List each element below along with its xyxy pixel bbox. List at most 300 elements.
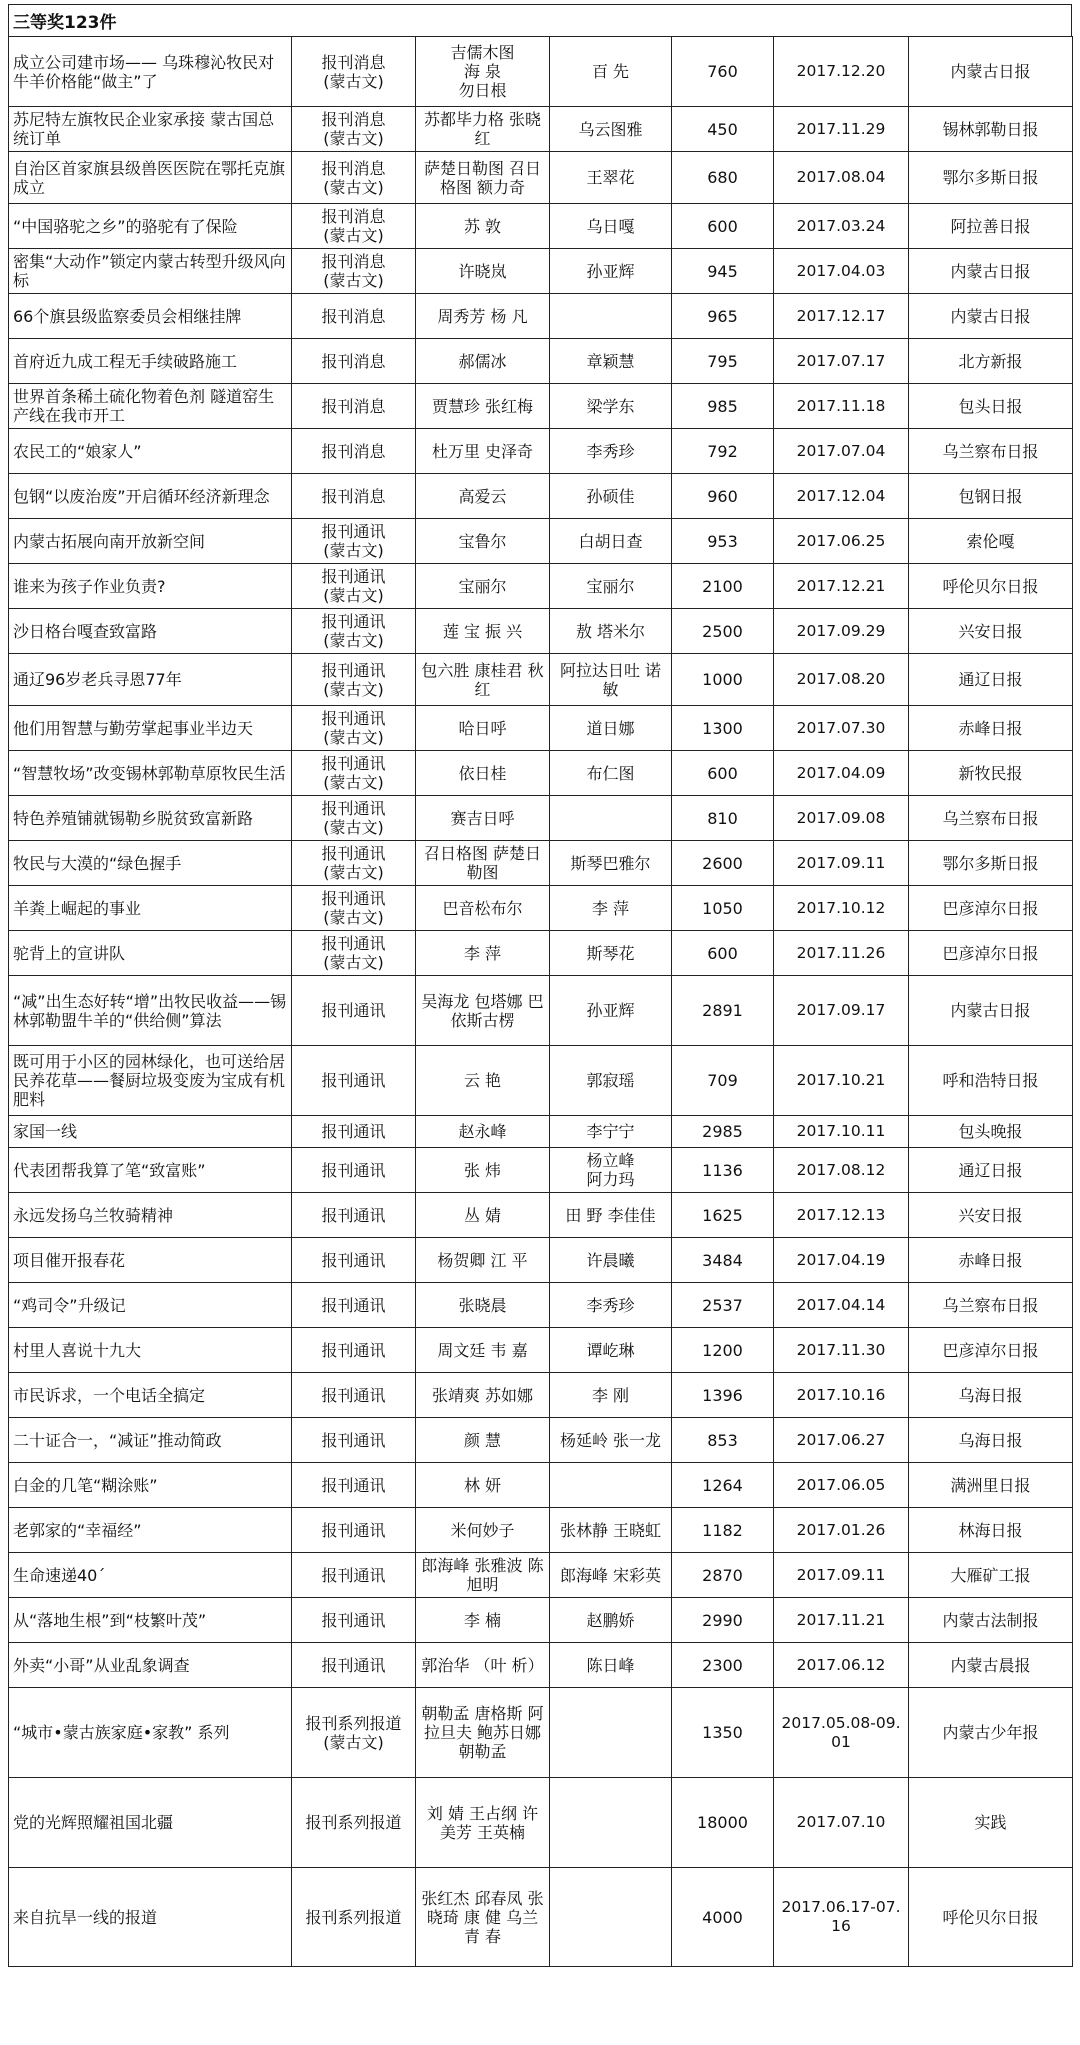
work-title-cell: 通辽96岁老兵寻恩77年 (9, 654, 292, 706)
authors-cell: 刘 婧 王占纲 许美芳 王英楠 (416, 1778, 550, 1868)
editors-cell: 道日娜 (550, 706, 672, 751)
work-title-cell: 既可用于小区的园林绿化，也可送给居民养花草——餐厨垃圾变废为宝成有机肥料 (9, 1046, 292, 1116)
authors-cell: 周秀芳 杨 凡 (416, 294, 550, 339)
editors-cell: 孙亚辉 (550, 249, 672, 294)
awards-sheet (8, 4, 1072, 1967)
publication-cell: 鄂尔多斯日报 (909, 152, 1073, 204)
category-cell: 报刊通讯 (蒙古文) (292, 706, 416, 751)
work-title-cell: 白金的几笔“糊涂账” (9, 1463, 292, 1508)
work-title-cell: 市民诉求，一个电话全搞定 (9, 1373, 292, 1418)
publication-cell: 包头日报 (909, 384, 1073, 429)
table-row (9, 1553, 1073, 1598)
publication-cell: 满洲里日报 (909, 1463, 1073, 1508)
authors-cell: 朝勒孟 唐格斯 阿拉旦夫 鲍苏日娜 朝勒孟 (416, 1688, 550, 1778)
editors-cell: 许晨曦 (550, 1238, 672, 1283)
publication-cell: 内蒙古日报 (909, 249, 1073, 294)
work-title-cell: “城市•蒙古族家庭•家教” 系列 (9, 1688, 292, 1778)
authors-cell: 宝鲁尔 (416, 519, 550, 564)
editors-cell: 敖 塔米尔 (550, 609, 672, 654)
authors-cell: 莲 宝 振 兴 (416, 609, 550, 654)
publish-date-cell: 2017.06.27 (774, 1418, 909, 1463)
publish-date-cell: 2017.06.05 (774, 1463, 909, 1508)
table-row (9, 751, 1073, 796)
publish-date-cell: 2017.11.21 (774, 1598, 909, 1643)
editors-cell: 杨立峰 阿力玛 (550, 1148, 672, 1193)
work-title-cell: 代表团帮我算了笔“致富账” (9, 1148, 292, 1193)
category-cell: 报刊通讯 (292, 1508, 416, 1553)
word-count-cell: 600 (672, 751, 774, 796)
table-row (9, 609, 1073, 654)
category-cell: 报刊系列报道 (292, 1868, 416, 1967)
editors-cell: 章颖慧 (550, 339, 672, 384)
work-title-cell: 密集“大动作”锁定内蒙古转型升级风向标 (9, 249, 292, 294)
table-row (9, 841, 1073, 886)
publish-date-cell: 2017.04.03 (774, 249, 909, 294)
editors-cell: 张林静 王晓虹 (550, 1508, 672, 1553)
publish-date-cell: 2017.07.17 (774, 339, 909, 384)
publish-date-cell: 2017.04.14 (774, 1283, 909, 1328)
editors-cell: 赵鹏娇 (550, 1598, 672, 1643)
table-row (9, 796, 1073, 841)
editors-cell: 斯琴巴雅尔 (550, 841, 672, 886)
editors-cell: 阿拉达日吐 诺敏 (550, 654, 672, 706)
authors-cell: 杜万里 史泽奇 (416, 429, 550, 474)
word-count-cell: 680 (672, 152, 774, 204)
authors-cell: 张晓晨 (416, 1283, 550, 1328)
publish-date-cell: 2017.11.26 (774, 931, 909, 976)
publication-cell: 乌海日报 (909, 1373, 1073, 1418)
publish-date-cell: 2017.12.20 (774, 37, 909, 107)
work-title-cell: 家国一线 (9, 1116, 292, 1148)
table-row (9, 519, 1073, 564)
work-title-cell: 驼背上的宣讲队 (9, 931, 292, 976)
editors-cell: 布仁图 (550, 751, 672, 796)
work-title-cell: 老郭家的“幸福经” (9, 1508, 292, 1553)
editors-cell: 梁学东 (550, 384, 672, 429)
word-count-cell: 2990 (672, 1598, 774, 1643)
publication-cell: 内蒙古晨报 (909, 1643, 1073, 1688)
editors-cell: 王翠花 (550, 152, 672, 204)
editors-cell: 白胡日查 (550, 519, 672, 564)
publication-cell: 通辽日报 (909, 654, 1073, 706)
authors-cell: 李 萍 (416, 931, 550, 976)
publish-date-cell: 2017.10.12 (774, 886, 909, 931)
publish-date-cell: 2017.06.25 (774, 519, 909, 564)
work-title-cell: 内蒙古拓展向南开放新空间 (9, 519, 292, 564)
word-count-cell: 1136 (672, 1148, 774, 1193)
editors-cell: 李 刚 (550, 1373, 672, 1418)
publication-cell: 内蒙古少年报 (909, 1688, 1073, 1778)
word-count-cell: 2100 (672, 564, 774, 609)
category-cell: 报刊通讯 (蒙古文) (292, 654, 416, 706)
table-row (9, 1193, 1073, 1238)
word-count-cell: 600 (672, 204, 774, 249)
publication-cell: 鄂尔多斯日报 (909, 841, 1073, 886)
word-count-cell: 4000 (672, 1868, 774, 1967)
category-cell: 报刊通讯 (292, 1598, 416, 1643)
authors-cell: 林 妍 (416, 1463, 550, 1508)
authors-cell: 张红杰 邱春凤 张晓琦 康 健 乌兰 青 春 (416, 1868, 550, 1967)
table-row (9, 1643, 1073, 1688)
publish-date-cell: 2017.03.24 (774, 204, 909, 249)
word-count-cell: 1300 (672, 706, 774, 751)
word-count-cell: 795 (672, 339, 774, 384)
category-cell: 报刊消息 (蒙古文) (292, 107, 416, 152)
publish-date-cell: 2017.07.30 (774, 706, 909, 751)
publish-date-cell: 2017.09.11 (774, 1553, 909, 1598)
table-row (9, 429, 1073, 474)
authors-cell: 李 楠 (416, 1598, 550, 1643)
category-cell: 报刊通讯 (292, 1553, 416, 1598)
category-cell: 报刊通讯 (蒙古文) (292, 886, 416, 931)
section-title: 三等奖123件 (8, 4, 1072, 36)
publish-date-cell: 2017.09.11 (774, 841, 909, 886)
authors-cell: 依日桂 (416, 751, 550, 796)
category-cell: 报刊消息 (蒙古文) (292, 152, 416, 204)
publication-cell: 兴安日报 (909, 1193, 1073, 1238)
work-title-cell: 牧民与大漠的“绿色握手 (9, 841, 292, 886)
word-count-cell: 1350 (672, 1688, 774, 1778)
editors-cell: 李秀珍 (550, 1283, 672, 1328)
word-count-cell: 853 (672, 1418, 774, 1463)
authors-cell: 贾慧珍 张红梅 (416, 384, 550, 429)
word-count-cell: 709 (672, 1046, 774, 1116)
editors-cell: 乌云图雅 (550, 107, 672, 152)
editors-cell: 郭寂瑶 (550, 1046, 672, 1116)
publish-date-cell: 2017.10.16 (774, 1373, 909, 1418)
publish-date-cell: 2017.04.09 (774, 751, 909, 796)
publication-cell: 赤峰日报 (909, 706, 1073, 751)
work-title-cell: 特色养殖铺就锡勒乡脱贫致富新路 (9, 796, 292, 841)
publish-date-cell: 2017.09.29 (774, 609, 909, 654)
authors-cell: 米何妙子 (416, 1508, 550, 1553)
editors-cell (550, 1688, 672, 1778)
word-count-cell: 2537 (672, 1283, 774, 1328)
publication-cell: 呼和浩特日报 (909, 1046, 1073, 1116)
authors-cell: 丛 婧 (416, 1193, 550, 1238)
editors-cell: 谭屹琳 (550, 1328, 672, 1373)
work-title-cell: 自治区首家旗县级兽医医院在鄂托克旗成立 (9, 152, 292, 204)
category-cell: 报刊通讯 (292, 976, 416, 1046)
publication-cell: 索伦嘎 (909, 519, 1073, 564)
publish-date-cell: 2017.06.12 (774, 1643, 909, 1688)
category-cell: 报刊通讯 (蒙古文) (292, 841, 416, 886)
work-title-cell: 沙日格台嘎查致富路 (9, 609, 292, 654)
category-cell: 报刊消息 (蒙古文) (292, 249, 416, 294)
editors-cell: 陈日峰 (550, 1643, 672, 1688)
editors-cell (550, 1868, 672, 1967)
table-row (9, 249, 1073, 294)
category-cell: 报刊消息 (292, 474, 416, 519)
word-count-cell: 2500 (672, 609, 774, 654)
editors-cell (550, 1778, 672, 1868)
work-title-cell: 苏尼特左旗牧民企业家承接 蒙古国总统订单 (9, 107, 292, 152)
table-row (9, 1283, 1073, 1328)
authors-cell: 郭治华 （叶 析） (416, 1643, 550, 1688)
word-count-cell: 2891 (672, 976, 774, 1046)
table-row (9, 1868, 1073, 1967)
table-row (9, 1418, 1073, 1463)
authors-cell: 巴音松布尔 (416, 886, 550, 931)
publication-cell: 赤峰日报 (909, 1238, 1073, 1283)
publication-cell: 新牧民报 (909, 751, 1073, 796)
category-cell: 报刊通讯 (292, 1283, 416, 1328)
editors-cell: 百 先 (550, 37, 672, 107)
publish-date-cell: 2017.06.17-07. 16 (774, 1868, 909, 1967)
word-count-cell: 1000 (672, 654, 774, 706)
publication-cell: 内蒙古日报 (909, 976, 1073, 1046)
word-count-cell: 760 (672, 37, 774, 107)
category-cell: 报刊系列报道 (蒙古文) (292, 1688, 416, 1778)
table-row (9, 931, 1073, 976)
work-title-cell: 来自抗旱一线的报道 (9, 1868, 292, 1967)
publication-cell: 内蒙古日报 (909, 37, 1073, 107)
authors-cell: 许晓岚 (416, 249, 550, 294)
authors-cell: 颜 慧 (416, 1418, 550, 1463)
word-count-cell: 1264 (672, 1463, 774, 1508)
category-cell: 报刊消息 (292, 384, 416, 429)
publication-cell: 乌兰察布日报 (909, 1283, 1073, 1328)
publication-cell: 兴安日报 (909, 609, 1073, 654)
category-cell: 报刊通讯 (292, 1238, 416, 1283)
publish-date-cell: 2017.08.20 (774, 654, 909, 706)
publication-cell: 锡林郭勒日报 (909, 107, 1073, 152)
publication-cell: 大雁矿工报 (909, 1553, 1073, 1598)
publication-cell: 包钢日报 (909, 474, 1073, 519)
word-count-cell: 2985 (672, 1116, 774, 1148)
work-title-cell: 党的光辉照耀祖国北疆 (9, 1778, 292, 1868)
editors-cell: 斯琴花 (550, 931, 672, 976)
word-count-cell: 945 (672, 249, 774, 294)
authors-cell: 周文廷 韦 嘉 (416, 1328, 550, 1373)
category-cell: 报刊通讯 (292, 1328, 416, 1373)
publication-cell: 巴彦淖尔日报 (909, 1328, 1073, 1373)
authors-cell: 哈日呼 (416, 706, 550, 751)
word-count-cell: 1182 (672, 1508, 774, 1553)
authors-cell: 高爱云 (416, 474, 550, 519)
publish-date-cell: 2017.10.21 (774, 1046, 909, 1116)
publication-cell: 北方新报 (909, 339, 1073, 384)
work-title-cell: 首府近九成工程无手续破路施工 (9, 339, 292, 384)
work-title-cell: 谁来为孩子作业负责? (9, 564, 292, 609)
publication-cell: 包头晚报 (909, 1116, 1073, 1148)
table-row (9, 886, 1073, 931)
table-row (9, 1116, 1073, 1148)
category-cell: 报刊系列报道 (292, 1778, 416, 1868)
work-title-cell: “智慧牧场”改变锡林郭勒草原牧民生活 (9, 751, 292, 796)
authors-cell: 包六胜 康桂君 秋红 (416, 654, 550, 706)
work-title-cell: “减”出生态好转“增”出牧民收益——锡林郭勒盟牛羊的“供给侧”算法 (9, 976, 292, 1046)
table-row (9, 1508, 1073, 1553)
publish-date-cell: 2017.05.08-09. 01 (774, 1688, 909, 1778)
publication-cell: 巴彦淖尔日报 (909, 886, 1073, 931)
work-title-cell: 从“落地生根”到“枝繁叶茂” (9, 1598, 292, 1643)
authors-cell: 宝丽尔 (416, 564, 550, 609)
editors-cell: 李宁宁 (550, 1116, 672, 1148)
editors-cell: 田 野 李佳佳 (550, 1193, 672, 1238)
authors-cell: 召日格图 萨楚日勒图 (416, 841, 550, 886)
word-count-cell: 2600 (672, 841, 774, 886)
table-row (9, 37, 1073, 107)
authors-cell: 杨贺卿 江 平 (416, 1238, 550, 1283)
work-title-cell: 项目催开报春花 (9, 1238, 292, 1283)
table-row (9, 339, 1073, 384)
editors-cell: 杨延岭 张一龙 (550, 1418, 672, 1463)
publish-date-cell: 2017.12.13 (774, 1193, 909, 1238)
work-title-cell: 村里人喜说十九大 (9, 1328, 292, 1373)
work-title-cell: 世界首条稀土硫化物着色剂 隧道窑生产线在我市开工 (9, 384, 292, 429)
publication-cell: 乌兰察布日报 (909, 796, 1073, 841)
table-row (9, 1238, 1073, 1283)
category-cell: 报刊通讯 (蒙古文) (292, 519, 416, 564)
publish-date-cell: 2017.01.26 (774, 1508, 909, 1553)
table-row (9, 1778, 1073, 1868)
category-cell: 报刊通讯 (292, 1193, 416, 1238)
authors-cell: 苏都毕力格 张晓红 (416, 107, 550, 152)
word-count-cell: 1396 (672, 1373, 774, 1418)
work-title-cell: 生命速递40´ (9, 1553, 292, 1598)
word-count-cell: 1050 (672, 886, 774, 931)
category-cell: 报刊通讯 (292, 1418, 416, 1463)
publish-date-cell: 2017.12.04 (774, 474, 909, 519)
word-count-cell: 450 (672, 107, 774, 152)
publish-date-cell: 2017.09.08 (774, 796, 909, 841)
publication-cell: 阿拉善日报 (909, 204, 1073, 249)
category-cell: 报刊通讯 (292, 1373, 416, 1418)
work-title-cell: 二十证合一，“减证”推动简政 (9, 1418, 292, 1463)
publish-date-cell: 2017.08.12 (774, 1148, 909, 1193)
word-count-cell: 2300 (672, 1643, 774, 1688)
category-cell: 报刊通讯 (蒙古文) (292, 564, 416, 609)
publication-cell: 通辽日报 (909, 1148, 1073, 1193)
publish-date-cell: 2017.07.04 (774, 429, 909, 474)
editors-cell (550, 796, 672, 841)
category-cell: 报刊通讯 (292, 1046, 416, 1116)
authors-cell: 郎海峰 张雅波 陈旭明 (416, 1553, 550, 1598)
work-title-cell: 永远发扬乌兰牧骑精神 (9, 1193, 292, 1238)
editors-cell: 孙硕佳 (550, 474, 672, 519)
publication-cell: 乌海日报 (909, 1418, 1073, 1463)
category-cell: 报刊通讯 (蒙古文) (292, 796, 416, 841)
word-count-cell: 3484 (672, 1238, 774, 1283)
publish-date-cell: 2017.12.21 (774, 564, 909, 609)
authors-cell: 苏 敦 (416, 204, 550, 249)
publish-date-cell: 2017.11.18 (774, 384, 909, 429)
work-title-cell: 外卖“小哥”从业乱象调查 (9, 1643, 292, 1688)
publish-date-cell: 2017.08.04 (774, 152, 909, 204)
publish-date-cell: 2017.09.17 (774, 976, 909, 1046)
publication-cell: 林海日报 (909, 1508, 1073, 1553)
publication-cell: 内蒙古日报 (909, 294, 1073, 339)
word-count-cell: 18000 (672, 1778, 774, 1868)
work-title-cell: “中国骆驼之乡”的骆驼有了保险 (9, 204, 292, 249)
work-title-cell: 66个旗县级监察委员会相继挂牌 (9, 294, 292, 339)
category-cell: 报刊通讯 (292, 1148, 416, 1193)
publication-cell: 实践 (909, 1778, 1073, 1868)
table-row (9, 1598, 1073, 1643)
table-row (9, 1373, 1073, 1418)
editors-cell: 乌日嘎 (550, 204, 672, 249)
table-row (9, 654, 1073, 706)
editors-cell: 孙亚辉 (550, 976, 672, 1046)
table-row (9, 564, 1073, 609)
publication-cell: 巴彦淖尔日报 (909, 931, 1073, 976)
authors-cell: 张 炜 (416, 1148, 550, 1193)
awards-table (8, 36, 1073, 1967)
publish-date-cell: 2017.11.30 (774, 1328, 909, 1373)
editors-cell: 郎海峰 宋彩英 (550, 1553, 672, 1598)
table-row (9, 107, 1073, 152)
table-row (9, 294, 1073, 339)
category-cell: 报刊通讯 (292, 1463, 416, 1508)
table-row (9, 474, 1073, 519)
word-count-cell: 810 (672, 796, 774, 841)
table-row (9, 152, 1073, 204)
authors-cell: 吴海龙 包塔娜 巴依斯古楞 (416, 976, 550, 1046)
word-count-cell: 953 (672, 519, 774, 564)
editors-cell: 宝丽尔 (550, 564, 672, 609)
word-count-cell: 960 (672, 474, 774, 519)
publish-date-cell: 2017.07.10 (774, 1778, 909, 1868)
category-cell: 报刊消息 (292, 339, 416, 384)
category-cell: 报刊消息 (292, 429, 416, 474)
table-row (9, 204, 1073, 249)
work-title-cell: 他们用智慧与勤劳掌起事业半边天 (9, 706, 292, 751)
publish-date-cell: 2017.10.11 (774, 1116, 909, 1148)
editors-cell: 李秀珍 (550, 429, 672, 474)
publish-date-cell: 2017.11.29 (774, 107, 909, 152)
authors-cell: 郝儒冰 (416, 339, 550, 384)
table-row (9, 1688, 1073, 1778)
editors-cell: 李 萍 (550, 886, 672, 931)
publication-cell: 乌兰察布日报 (909, 429, 1073, 474)
publish-date-cell: 2017.04.19 (774, 1238, 909, 1283)
word-count-cell: 2870 (672, 1553, 774, 1598)
category-cell: 报刊通讯 (蒙古文) (292, 751, 416, 796)
category-cell: 报刊消息 (292, 294, 416, 339)
category-cell: 报刊消息 (蒙古文) (292, 37, 416, 107)
authors-cell: 赛吉日呼 (416, 796, 550, 841)
table-row (9, 706, 1073, 751)
table-row (9, 976, 1073, 1046)
word-count-cell: 985 (672, 384, 774, 429)
category-cell: 报刊通讯 (蒙古文) (292, 931, 416, 976)
work-title-cell: 羊粪上崛起的事业 (9, 886, 292, 931)
editors-cell (550, 1463, 672, 1508)
word-count-cell: 965 (672, 294, 774, 339)
category-cell: 报刊通讯 (292, 1643, 416, 1688)
publish-date-cell: 2017.12.17 (774, 294, 909, 339)
work-title-cell: 成立公司建市场—— 乌珠穆沁牧民对牛羊价格能“做主”了 (9, 37, 292, 107)
publication-cell: 呼伦贝尔日报 (909, 564, 1073, 609)
authors-cell: 萨楚日勒图 召日格图 额力奇 (416, 152, 550, 204)
authors-cell: 赵永峰 (416, 1116, 550, 1148)
authors-cell: 张靖爽 苏如娜 (416, 1373, 550, 1418)
work-title-cell: 包钢“以废治废”开启循环经济新理念 (9, 474, 292, 519)
word-count-cell: 1200 (672, 1328, 774, 1373)
table-row (9, 1046, 1073, 1116)
table-row (9, 1328, 1073, 1373)
word-count-cell: 792 (672, 429, 774, 474)
table-row (9, 1148, 1073, 1193)
publication-cell: 呼伦贝尔日报 (909, 1868, 1073, 1967)
word-count-cell: 600 (672, 931, 774, 976)
authors-cell: 云 艳 (416, 1046, 550, 1116)
authors-cell: 吉儒木图 海 泉 勿日根 (416, 37, 550, 107)
publication-cell: 内蒙古法制报 (909, 1598, 1073, 1643)
category-cell: 报刊消息 (蒙古文) (292, 204, 416, 249)
table-row (9, 384, 1073, 429)
